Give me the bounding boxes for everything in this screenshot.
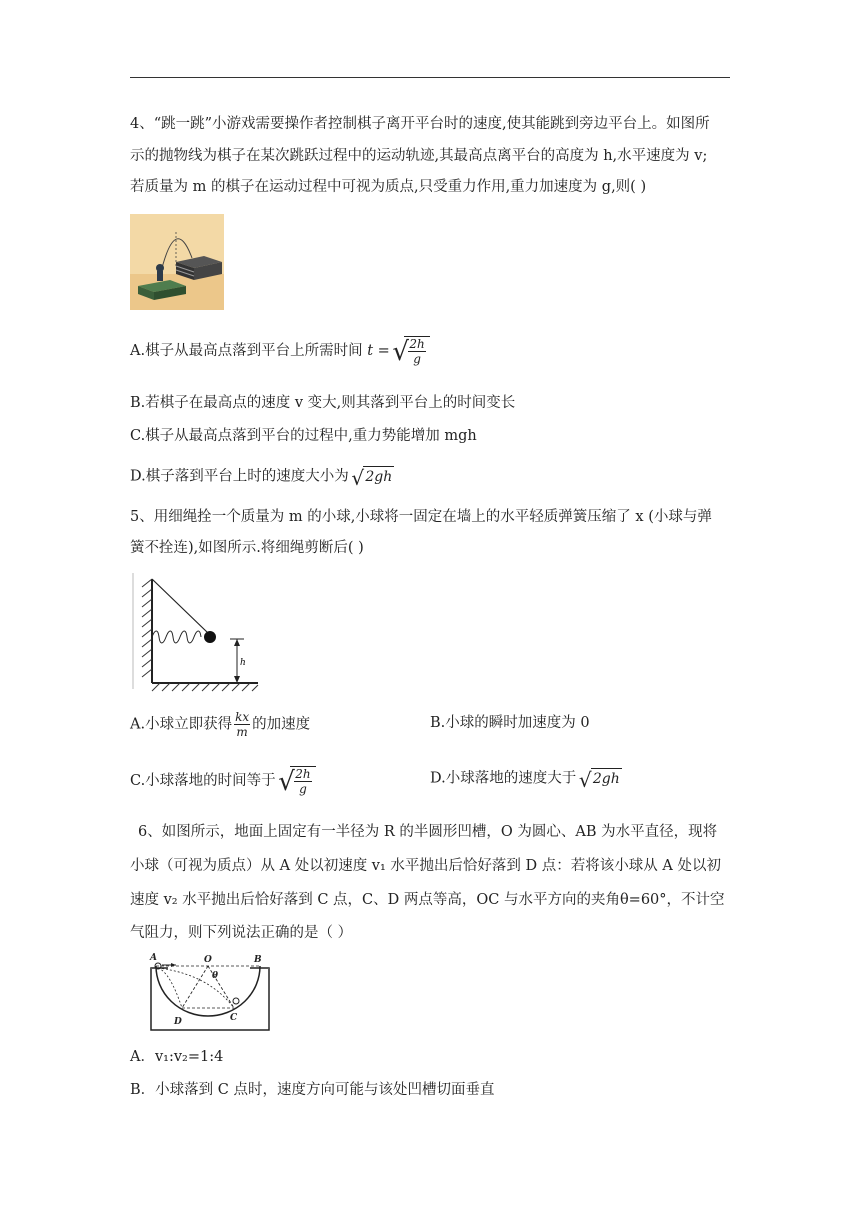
q5-option-a-den: m [236,725,248,739]
q4-option-a-text: A.棋子从最高点落到平台上所需时间 [130,343,363,359]
q4-option-a-den: g [413,352,421,366]
q4-text-line2: 示的抛物线为棋子在某次跳跃过程中的运动轨迹,其最高点离平台的高度为 h,水平速度为 v; [130,148,708,164]
q4-option-d-text: D.棋子落到平台上时的速度大小为 [130,468,349,485]
header-rule [130,77,730,78]
spring-ball-figure [130,571,264,693]
q4-option-a-var: t = [367,343,390,359]
q5-option-c-num: 2h [295,767,311,781]
sqrt-sign-icon: √ $\frac{2h}{g}$ [280,766,315,796]
q5-option-a-text: A.小球立即获得 [130,716,233,733]
q4-option-d [130,466,394,490]
q5-option-c [130,766,316,796]
q6-figure-label-b: B [254,955,262,965]
q5-option-d [430,768,622,792]
q5-option-d-text: D.小球落地的速度大于 [430,770,577,787]
q5-option-a [130,710,310,739]
q4-option-a [130,336,430,366]
q5-text-line2: 簧不拴连),如图所示.将细绳剪断后( ) [130,540,364,556]
q4-option-c: C.棋子从最高点落到平台的过程中,重力势能增加 mgh [130,428,477,444]
q4-option-b: B.若棋子在最高点的速度 v 变大,则其落到平台上的时间变长 [130,395,516,411]
q6-option-a: A．v₁:v₂=1:4 [130,1049,224,1065]
sqrt-sign-icon: √ 2gh [351,466,393,490]
sqrt-sign-icon: √ $\frac{2h}{g}$ [394,336,429,366]
q4-text-line1: 4、“跳一跳”小游戏需要操作者控制棋子离开平台时的速度,使其能跳到旁边平台上。如图所 [130,116,710,132]
q4-option-d-radicand: 2gh [363,466,394,487]
semicircle-groove-figure [148,952,274,1034]
q5-text-line1: 5、用细绳拴一个质量为 m 的小球,小球将一固定在墙上的水平轻质弹簧压缩了 x (小球与弹 [130,509,712,525]
q6-figure-label-o: O [204,955,212,965]
q5-option-a-num: kx [235,710,250,724]
jump-game-figure [130,214,224,310]
sqrt-sign-icon: √ 2gh [578,768,620,792]
q4-option-a-num: 2h [409,337,425,351]
q6-option-b: B．小球落到 C 点时，速度方向可能与该处凹槽切面垂直 [130,1082,495,1098]
q5-option-c-den: g [299,782,307,796]
q6-text-line2: 小球（可视为质点）从 A 处以初速度 v₁ 水平抛出后恰好落到 D 点：若将该小球从 A 处以初 [130,858,721,874]
q6-text-line4: 气阻力，则下列说法正确的是（ ） [130,925,353,941]
q6-text-line3: 速度 v₂ 水平抛出后恰好落到 C 点，C、D 两点等高，OC 与水平方向的夹角θ=60°，不计空 [130,892,725,908]
q5-option-d-radicand: 2gh [591,768,622,789]
q5-option-a-suffix: 的加速度 [252,716,311,733]
q6-figure-label-theta: θ [212,971,219,981]
q5-figure-label-h: h [240,658,246,668]
q6-text-line1: 6、如图所示，地面上固定有一半径为 R 的半圆形凹槽，O 为圆心、AB 为水平直径，现将 [138,824,718,840]
q5-option-c-text: C.小球落地的时间等于 [130,773,276,789]
q4-text-line3: 若质量为 m 的棋子在运动过程中可视为质点,只受重力作用,重力加速度为 g,则( ) [130,179,647,195]
q6-figure-label-c: C [230,1013,238,1023]
q6-figure-label-a: A [150,953,157,963]
q6-figure-label-d: D [174,1017,182,1027]
q5-option-b: B.小球的瞬时加速度为 0 [430,715,590,731]
